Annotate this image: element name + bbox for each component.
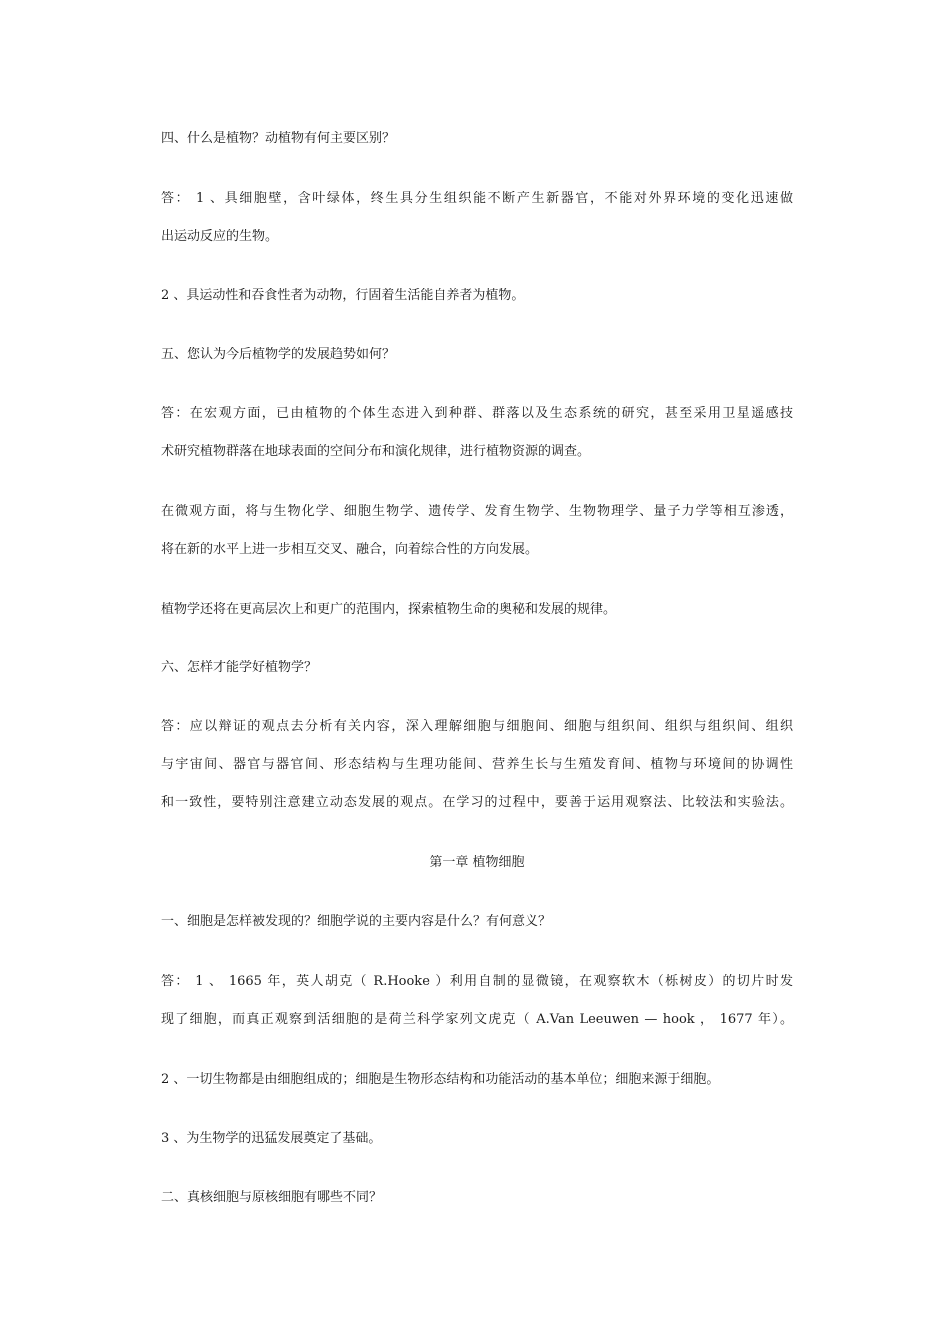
chapter-1-question-1-answer-3: 3 、为生物学的迅猛发展奠定了基础。 (161, 1131, 382, 1146)
question-6-heading: 六、怎样才能学好植物学？ (161, 660, 318, 675)
question-4-answer-1-line-1: 答： 1 、具细胞壁，含叶绿体，终生具分生组织能不断产生新器官，不能对外界环境的变化迅速做 (161, 191, 793, 206)
chapter-title: 第一章 植物细胞 (429, 855, 525, 870)
question-5-answer-3: 植物学还将在更高层次上和更广的范围内，探索植物生命的奥秘和发展的规律。 (161, 602, 617, 617)
question-5-answer-1-line-1: 答：在宏观方面，已由植物的个体生态进入到种群、群落以及生态系统的研究，甚至采用卫星遥感技 (161, 406, 793, 421)
chapter-1-question-1-answer-1-line-1: 答： 1 、 1665 年，英人胡克（ R.Hooke ）利用自制的显微镜，在观察软木（栎树皮）的切片时发 (161, 974, 793, 989)
chapter-1-question-1-answer-1-line-2: 现了细胞，而真正观察到活细胞的是荷兰科学家列文虎克（ A.Van Leeuwen — hook ， 1677 年）。 (161, 1012, 793, 1027)
question-6-answer-line-3: 和一致性，要特别注意建立动态发展的观点。在学习的过程中，要善于运用观察法、比较法和实验法。 (161, 795, 793, 810)
question-5-answer-2-line-2: 将在新的水平上进一步相互交叉、融合，向着综合性的方向发展。 (161, 542, 539, 557)
chapter-1-question-1-answer-2: 2 、一切生物都是由细胞组成的；细胞是生物形态结构和功能活动的基本单位；细胞来源于细胞。 (161, 1072, 720, 1087)
question-5-answer-2-line-1: 在微观方面，将与生物化学、细胞生物学、遗传学、发育生物学、生物物理学、量子力学等相互渗透， (161, 504, 793, 519)
question-4-answer-2: 2 、具运动性和吞食性者为动物，行固着生活能自养者为植物。 (161, 288, 525, 303)
question-5-answer-1-line-2: 术研究植物群落在地球表面的空间分布和演化规律，进行植物资源的调查。 (161, 444, 591, 459)
chapter-1-question-1-heading: 一、细胞是怎样被发现的？细胞学说的主要内容是什么？有何意义？ (161, 914, 552, 929)
question-5-heading: 五、您认为今后植物学的发展趋势如何？ (161, 347, 396, 362)
question-6-answer-line-1: 答：应以辩证的观点去分析有关内容，深入理解细胞与细胞间、细胞与组织间、组织与组织间、组织 (161, 719, 793, 734)
question-4-answer-1-line-2: 出运动反应的生物。 (161, 229, 279, 244)
question-4-heading: 四、什么是植物？动植物有何主要区别？ (161, 131, 396, 146)
chapter-1-question-2-heading: 二、真核细胞与原核细胞有哪些不同？ (161, 1190, 383, 1205)
question-6-answer-line-2: 与宇宙间、器官与器官间、形态结构与生理功能间、营养生长与生殖发育间、植物与环境间的协调性 (161, 757, 793, 772)
